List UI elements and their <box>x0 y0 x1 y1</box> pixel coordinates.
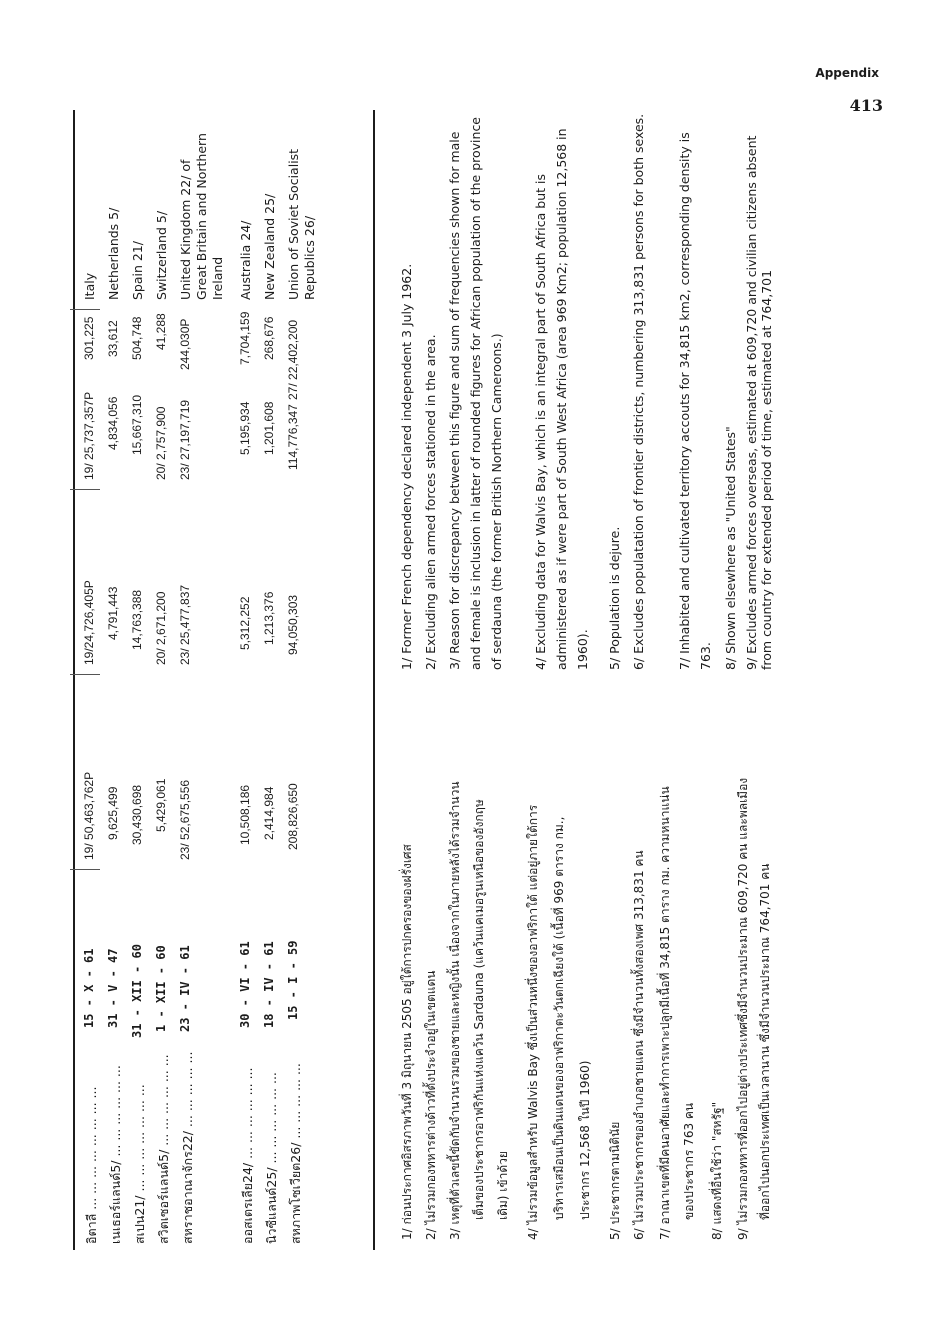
census-date: 15 - I - 59 <box>286 940 300 1020</box>
female-value: 1,201,608 <box>262 401 276 455</box>
country-th: นิวซีแลนด์25/ ... ... ... ... ... ... <box>264 1072 279 1244</box>
area-value: 504,748 <box>130 316 144 360</box>
en-note-2 <box>420 110 441 670</box>
country-en: United Kingdom 22/ of Great Britain and Northern Ireland <box>178 133 225 300</box>
rotated-page-content <box>70 50 850 1250</box>
total-value: 23/ 52,675,556 <box>178 779 192 860</box>
en-note-9-num: 9/ <box>744 657 759 670</box>
census-date: 31 - XII - 60 <box>130 944 144 1038</box>
total-value: 208,826,650 <box>286 783 300 850</box>
thai-note-1: 1/ ก่อนประกาศอิสรภาพวันที่ 3 มิถุนายน 2505 อยู่ใต้การปกครองของฝรั่งเศส <box>400 844 414 1240</box>
census-date: 23 - IV - 61 <box>178 945 192 1032</box>
en-note-2-text: Excluding alien armed forces stationed in the area. <box>423 334 438 654</box>
census-date: 15 - X - 61 <box>82 948 96 1028</box>
total-value: 5,429,061 <box>154 778 168 832</box>
female-value: 114,776,347 <box>286 404 300 470</box>
thai-note-3b: เต็มของประชากรอาฟริกันแห่งแคว้น Sardauna (แคว้นแคเมอรูนเหนือของอังกฤษ <box>472 799 486 1220</box>
en-note-7-text: Inhabited and cultivated territory accouts for 34,815 km2, corresponding density is 763. <box>677 132 713 670</box>
page-number: 413 <box>849 96 883 115</box>
col-sep-2 <box>70 674 100 675</box>
en-note-7 <box>674 110 716 670</box>
total-value: 9,625,499 <box>106 786 120 840</box>
country-en: Netherlands 5/ <box>106 207 121 300</box>
thai-note-7: 7/ อาณาเขตที่มีคนอาศัยและทำการเพาะปลูกมีเนื้อที่ 34,815 ตาราง กม. ความหนาแน่น <box>658 786 672 1240</box>
en-note-3-num: 3/ <box>447 657 462 670</box>
thai-note-9b: ที่ออกไปนอกประเทศเป็นเวลานาน ซึ่งมีจำนวนประมาณ 764,701 คน <box>758 863 772 1220</box>
census-date: 1 - XII - 60 <box>154 945 168 1032</box>
total-value: 30,430,698 <box>130 784 144 845</box>
area-value: 301,225 <box>82 316 96 360</box>
col-sep-4 <box>70 309 100 310</box>
thai-note-4: 4/ ไม่รวมข้อมูลสำหรับ Walvis Bay ซึ่งเป็นส่วนหนึ่งของอาฟริกาใต้ แต่อยู่ภายใต้การ <box>526 804 540 1240</box>
area-value: 41,288 <box>154 313 168 350</box>
en-note-8 <box>720 110 741 670</box>
thai-note-7b: ของประชากร 763 คน <box>682 1102 696 1220</box>
country-en: Italy <box>82 272 97 300</box>
table-top-rule <box>373 110 375 1250</box>
area-value: 33,612 <box>106 320 120 357</box>
thai-note-5: 5/ ประชากรตามนิตินัย <box>608 1121 622 1240</box>
country-th: สหราชอาณาจักร22/ ... ... ... ... ... <box>180 1051 195 1244</box>
thai-note-8: 8/ แสดงที่อื่นใช้ว่า "สหรัฐ" <box>710 1101 724 1240</box>
male-value: 23/ 25,477,837 <box>178 584 192 665</box>
thai-note-4b: บริหารเสมือนเป็นดินแดนของอาฟริกาตะวันตกเฉียงใต้ (เนื้อที่ 969 ตาราง กม., <box>552 816 566 1220</box>
male-value: 4,791,443 <box>106 586 120 640</box>
country-th: สเปน21/ ... ... ... ... ... ... ... <box>132 1084 147 1244</box>
en-note-8-text: Shown elsewhere as "United States" <box>723 426 738 654</box>
female-value: 23/ 27,197,719 <box>178 399 192 480</box>
en-note-6-text: Excludes populatation of frontier districts, numbering 313,831 persons for both sexes. <box>631 113 646 654</box>
census-date: 31 - V - 47 <box>106 948 120 1028</box>
en-note-3 <box>444 110 507 670</box>
en-note-1-text: Former French dependency declared independent 3 July 1962. <box>399 263 414 654</box>
en-note-5-num: 5/ <box>607 657 622 670</box>
en-note-5 <box>604 110 625 670</box>
country-en: Australia 24/ <box>238 220 253 300</box>
en-note-1-num: 1/ <box>399 657 414 670</box>
en-note-2-num: 2/ <box>423 657 438 670</box>
country-en: New Zealand 25/ <box>262 193 277 300</box>
country-th: ออสเตรเลีย24/ ... ... ... ... ... ... <box>240 1067 255 1244</box>
thai-note-4c: ประชากร 12,568 ในปี 1960) <box>578 1060 592 1220</box>
area-value: 244,030P <box>178 318 192 370</box>
male-value: 5,312,252 <box>238 596 252 650</box>
total-value: 2,414,984 <box>262 786 276 840</box>
en-note-4-text: Excluding data for Walvis Bay, which is an integral part of South Africa but is administered as if were part of South West Africa (area 969 Km2; population 12,568 in 1960). <box>533 128 590 670</box>
female-value: 5,195,934 <box>238 401 252 455</box>
thai-note-9: 9/ ไม่รวมกองทหารที่ออกไปอยู่ต่างประเทศซึ่งมีจำนวนประมาณ 609,720 คน และพลเมือง <box>736 777 750 1240</box>
area-value: 27/ 22,402,200 <box>286 319 300 400</box>
female-value: 19/ 25,737,357P <box>82 391 96 480</box>
en-note-4-num: 4/ <box>533 657 548 670</box>
area-value: 7,704,159 <box>238 311 252 365</box>
total-value: 10,508,186 <box>238 784 252 845</box>
table-bottom-rule <box>73 110 75 1250</box>
country-th: สหภาพโซเวียต26/ ... ... ... ... ... <box>288 1063 303 1244</box>
total-value: 19/ 50,463,762P <box>82 771 96 860</box>
en-note-9-text: Excludes armed forces overseas, estimated at 609,720 and civilian citizens absent from country for extended period of time, estimated at 764,701 <box>744 135 774 670</box>
male-value: 20/ 2,671,200 <box>154 591 168 665</box>
en-note-8-num: 8/ <box>723 657 738 670</box>
country-en: Switzerland 5/ <box>154 210 169 300</box>
appendix-label: Appendix <box>815 66 879 80</box>
male-value: 14,763,388 <box>130 589 144 650</box>
female-value: 20/ 2,757,900 <box>154 406 168 480</box>
country-th: อิตาลี ... ... ... ... ... ... ... ... <box>84 1086 99 1244</box>
country-en: Spain 21/ <box>130 240 145 300</box>
col-sep-3 <box>70 489 100 490</box>
en-note-6-num: 6/ <box>631 657 646 670</box>
en-note-7-num: 7/ <box>677 657 692 670</box>
female-value: 15,667,310 <box>130 394 144 455</box>
country-th: สวิตเซอร์แลนด์5/ ... ... ... ... ... ... <box>156 1054 171 1244</box>
census-date: 18 - IV - 61 <box>262 941 276 1028</box>
en-note-3-text: Reason for discrepancy between this figure and sum of frequencies shown for male and female is inclusion in latter of rounded figures for African population of the province of serdauna (the former British Northern Cameroons.) <box>447 116 504 670</box>
en-note-1 <box>396 110 417 670</box>
thai-note-2: 2/ ไม่รวมกองทหารต่างด้าวที่ตั้งประจำอยู่ในเขตแดน <box>424 970 438 1240</box>
en-note-6 <box>628 110 649 670</box>
country-en: Union of Soviet Socialist Republics 26/ <box>286 148 317 300</box>
en-note-5-text: Population is dejure. <box>607 526 622 654</box>
thai-note-3c: เดิม) เข้าด้วย <box>496 1151 510 1220</box>
country-th: เนเธอร์แลนด์5/ ... ... ... ... ... ... <box>108 1065 123 1244</box>
thai-note-3: 3/ เหตุที่ตัวเลขนี้ขัดกับจำนวนรวมของชายและหญิงนั้น เนื่องจากในภายหลังได้รวมจำนวน <box>448 781 462 1240</box>
en-note-4 <box>530 110 593 670</box>
male-value: 1,213,376 <box>262 591 276 645</box>
thai-note-6: 6/ ไม่รวมประชากรของอำเภอชายแดน ซึ่งมีจำนวนทั้งสองเพศ 313,831 คน <box>632 850 646 1240</box>
census-date: 30 - VI - 61 <box>238 941 252 1028</box>
en-note-9 <box>744 110 774 670</box>
male-value: 94,050,303 <box>286 594 300 655</box>
col-sep-1 <box>70 869 100 870</box>
male-value: 19/24,726,405P <box>82 580 96 665</box>
female-value: 4,834,056 <box>106 396 120 450</box>
area-value: 268,676 <box>262 316 276 360</box>
